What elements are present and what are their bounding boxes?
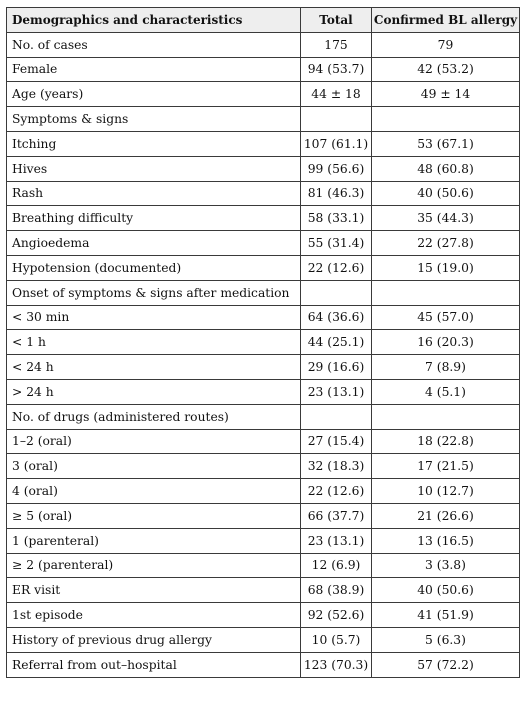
table-row xyxy=(7,603,520,628)
total-cell: 66 (37.7) xyxy=(301,503,372,528)
row-label-cell: No. of drugs (administered routes) xyxy=(7,404,301,429)
confirmed-cell: 4 (5.1) xyxy=(372,379,520,404)
confirmed-cell: 45 (57.0) xyxy=(372,305,520,330)
total-cell: 10 (5.7) xyxy=(301,627,372,652)
confirmed-cell: 42 (53.2) xyxy=(372,57,520,82)
total-cell xyxy=(301,107,372,132)
confirmed-cell: 57 (72.2) xyxy=(372,652,520,677)
row-label-cell: Itching xyxy=(7,131,301,156)
row-label-cell: 4 (oral) xyxy=(7,479,301,504)
total-cell: 81 (46.3) xyxy=(301,181,372,206)
total-cell: 58 (33.1) xyxy=(301,206,372,231)
confirmed-cell: 15 (19.0) xyxy=(372,255,520,280)
table-row xyxy=(7,330,520,355)
total-cell: 107 (61.1) xyxy=(301,131,372,156)
confirmed-cell: 18 (22.8) xyxy=(372,429,520,454)
row-label-cell: Symptoms & signs xyxy=(7,107,301,132)
table-row xyxy=(7,107,520,132)
total-cell: 32 (18.3) xyxy=(301,454,372,479)
table-row xyxy=(7,305,520,330)
total-cell: 22 (12.6) xyxy=(301,479,372,504)
table-row xyxy=(7,553,520,578)
confirmed-cell: 5 (6.3) xyxy=(372,627,520,652)
demographics-table-container xyxy=(6,7,520,678)
total-cell: 99 (56.6) xyxy=(301,156,372,181)
confirmed-cell: 3 (3.8) xyxy=(372,553,520,578)
confirmed-cell: 35 (44.3) xyxy=(372,206,520,231)
total-cell: 55 (31.4) xyxy=(301,231,372,256)
total-cell: 44 (25.1) xyxy=(301,330,372,355)
table-body xyxy=(7,32,520,677)
confirmed-cell: 40 (50.6) xyxy=(372,181,520,206)
confirmed-cell: 79 xyxy=(372,32,520,57)
total-cell: 94 (53.7) xyxy=(301,57,372,82)
confirmed-cell: 40 (50.6) xyxy=(372,578,520,603)
confirmed-cell: 17 (21.5) xyxy=(372,454,520,479)
table-row xyxy=(7,528,520,553)
table-row xyxy=(7,280,520,305)
table-row xyxy=(7,57,520,82)
header-total: Total xyxy=(301,8,372,33)
confirmed-cell xyxy=(372,404,520,429)
total-cell: 12 (6.9) xyxy=(301,553,372,578)
table-row xyxy=(7,479,520,504)
table-row xyxy=(7,206,520,231)
total-cell xyxy=(301,280,372,305)
row-label-cell: < 1 h xyxy=(7,330,301,355)
row-label-cell: No. of cases xyxy=(7,32,301,57)
table-row xyxy=(7,627,520,652)
demographics-table xyxy=(6,7,520,678)
total-cell: 92 (52.6) xyxy=(301,603,372,628)
row-label-cell: Angioedema xyxy=(7,231,301,256)
row-label-cell: ≥ 5 (oral) xyxy=(7,503,301,528)
table-row xyxy=(7,503,520,528)
total-cell: 68 (38.9) xyxy=(301,578,372,603)
total-cell: 44 ± 18 xyxy=(301,82,372,107)
row-label-cell: Age (years) xyxy=(7,82,301,107)
row-label-cell: Female xyxy=(7,57,301,82)
row-label-cell: 1 (parenteral) xyxy=(7,528,301,553)
total-cell: 22 (12.6) xyxy=(301,255,372,280)
confirmed-cell: 53 (67.1) xyxy=(372,131,520,156)
table-row xyxy=(7,652,520,677)
table-row xyxy=(7,131,520,156)
table-row xyxy=(7,578,520,603)
table-row xyxy=(7,429,520,454)
total-cell: 123 (70.3) xyxy=(301,652,372,677)
table-row xyxy=(7,181,520,206)
row-label-cell: > 24 h xyxy=(7,379,301,404)
table-row xyxy=(7,82,520,107)
confirmed-cell xyxy=(372,280,520,305)
row-label-cell: Referral from out–hospital xyxy=(7,652,301,677)
confirmed-cell: 7 (8.9) xyxy=(372,355,520,380)
table-row xyxy=(7,255,520,280)
total-cell: 23 (13.1) xyxy=(301,379,372,404)
total-cell: 175 xyxy=(301,32,372,57)
total-cell: 27 (15.4) xyxy=(301,429,372,454)
row-label-cell: < 24 h xyxy=(7,355,301,380)
table-row xyxy=(7,454,520,479)
table-row xyxy=(7,156,520,181)
header-confirmed-bl-allergy: Confirmed BL allergy xyxy=(372,8,520,33)
row-label-cell: History of previous drug allergy xyxy=(7,627,301,652)
confirmed-cell: 16 (20.3) xyxy=(372,330,520,355)
row-label-cell: 3 (oral) xyxy=(7,454,301,479)
confirmed-cell: 21 (26.6) xyxy=(372,503,520,528)
confirmed-cell xyxy=(372,107,520,132)
row-label-cell: Hives xyxy=(7,156,301,181)
table-row xyxy=(7,231,520,256)
total-cell: 29 (16.6) xyxy=(301,355,372,380)
total-cell xyxy=(301,404,372,429)
row-label-cell: Onset of symptoms & signs after medication xyxy=(7,280,301,305)
row-label-cell: < 30 min xyxy=(7,305,301,330)
row-label-cell: Breathing difficulty xyxy=(7,206,301,231)
confirmed-cell: 48 (60.8) xyxy=(372,156,520,181)
confirmed-cell: 10 (12.7) xyxy=(372,479,520,504)
confirmed-cell: 49 ± 14 xyxy=(372,82,520,107)
table-row xyxy=(7,32,520,57)
row-label-cell: 1–2 (oral) xyxy=(7,429,301,454)
table-row xyxy=(7,379,520,404)
row-label-cell: Hypotension (documented) xyxy=(7,255,301,280)
header-characteristics: Demographics and characteristics xyxy=(7,8,301,33)
confirmed-cell: 41 (51.9) xyxy=(372,603,520,628)
confirmed-cell: 13 (16.5) xyxy=(372,528,520,553)
row-label-cell: ≥ 2 (parenteral) xyxy=(7,553,301,578)
row-label-cell: 1st episode xyxy=(7,603,301,628)
table-row xyxy=(7,404,520,429)
total-cell: 23 (13.1) xyxy=(301,528,372,553)
row-label-cell: ER visit xyxy=(7,578,301,603)
table-row xyxy=(7,355,520,380)
table-header-row xyxy=(7,8,520,33)
total-cell: 64 (36.6) xyxy=(301,305,372,330)
row-label-cell: Rash xyxy=(7,181,301,206)
confirmed-cell: 22 (27.8) xyxy=(372,231,520,256)
